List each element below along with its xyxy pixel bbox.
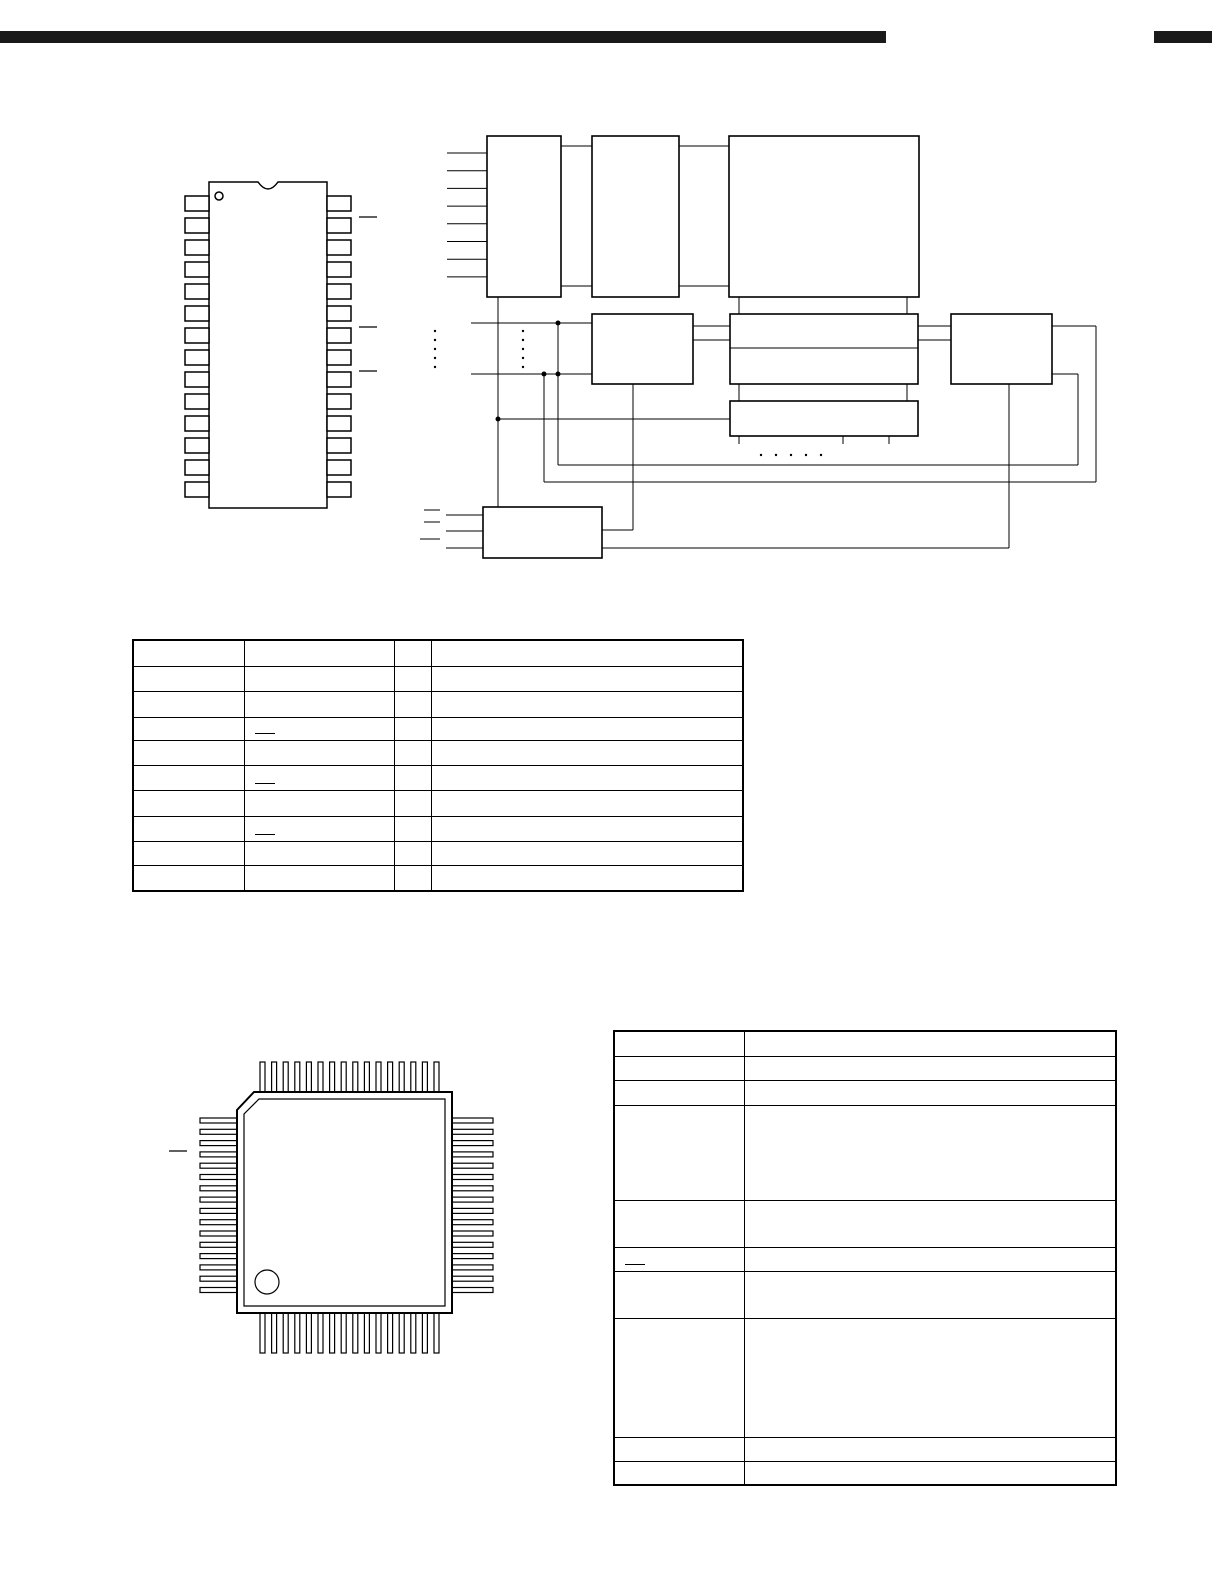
- block-col-decoder: [592, 314, 693, 384]
- qfp-pin-left: [200, 1231, 237, 1236]
- t1-cell: [244, 640, 394, 666]
- qfp-pin-top: [283, 1062, 288, 1092]
- qfp-pin-right: [452, 1118, 493, 1123]
- t1-cell: [244, 841, 394, 865]
- t1-cell: [244, 866, 394, 891]
- t2-row: [614, 1319, 1116, 1438]
- qfp-pin-top: [399, 1062, 404, 1092]
- qfp-pin-right: [452, 1175, 493, 1180]
- qfp-pin-left: [200, 1242, 237, 1247]
- control-overbars: [420, 510, 440, 539]
- overbar-mark: [625, 1264, 645, 1265]
- t1-row: [133, 692, 743, 717]
- t1-cell: [133, 692, 244, 717]
- t1-row: [133, 717, 743, 740]
- qfp-pin-bottom: [306, 1313, 311, 1353]
- qfp-pin-left: [200, 1129, 237, 1134]
- t1-row: [133, 866, 743, 891]
- t1-cell: [244, 816, 394, 841]
- dip-pin-left: [185, 262, 209, 277]
- t2-cell: [744, 1081, 1116, 1105]
- dip-pins-left: [185, 196, 209, 497]
- pin-table-1: [132, 639, 744, 892]
- t1-cell: [431, 816, 743, 841]
- dip-pin-right: [327, 394, 351, 409]
- dip-pin-right: [327, 350, 351, 365]
- dip-pin-left: [185, 328, 209, 343]
- dip-pin-left: [185, 350, 209, 365]
- block-sense-amp: [730, 314, 918, 384]
- qfp-pin-right: [452, 1231, 493, 1236]
- t1-cell: [244, 692, 394, 717]
- t2-row: [614, 1437, 1116, 1461]
- t1-cell: [133, 816, 244, 841]
- qfp-pin-right: [452, 1197, 493, 1202]
- t2-row: [614, 1031, 1116, 1056]
- qfp-pin-top: [411, 1062, 416, 1092]
- t1-cell: [133, 791, 244, 816]
- dip-pin-right: [327, 306, 351, 321]
- t2-cell: [614, 1319, 744, 1438]
- t1-row: [133, 640, 743, 666]
- qfp-pin-right: [452, 1208, 493, 1213]
- qfp-pin-bottom: [353, 1313, 358, 1353]
- qfp-pin-left: [200, 1288, 237, 1293]
- t2-cell: [614, 1248, 744, 1271]
- t2-cell: [614, 1056, 744, 1080]
- dip-pin-left: [185, 482, 209, 497]
- t1-cell: [431, 717, 743, 740]
- qfp-pin-bottom: [411, 1313, 416, 1353]
- t2-cell: [614, 1271, 744, 1319]
- qfp-pin-bottom: [330, 1313, 335, 1353]
- t1-cell: [244, 765, 394, 790]
- qfp-pin-right: [452, 1265, 493, 1270]
- block-row-buffer: [592, 136, 679, 297]
- t1-cell: [431, 866, 743, 891]
- qfp-pin-bottom: [422, 1313, 427, 1353]
- dip-overbars: [359, 217, 377, 371]
- pin-table-2: [613, 1030, 1117, 1486]
- qfp-pin-top: [306, 1062, 311, 1092]
- qfp-pin-bottom: [318, 1313, 323, 1353]
- qfp-pin1-marker: [255, 1270, 279, 1294]
- qfp-body-outer: [237, 1092, 452, 1313]
- qfp-pin-bottom: [283, 1313, 288, 1353]
- t1-cell: [133, 866, 244, 891]
- t1-cell: [133, 666, 244, 691]
- qfp-pin-right: [452, 1288, 493, 1293]
- header-bar-left: [0, 31, 886, 43]
- qfp-pin-right: [452, 1220, 493, 1225]
- t1-cell: [133, 740, 244, 765]
- t1-cell: [394, 640, 431, 666]
- qfp-pin-bottom: [341, 1313, 346, 1353]
- qfp-pin-left: [200, 1175, 237, 1180]
- qfp-pin-left: [200, 1276, 237, 1281]
- block-memory-array: [729, 136, 919, 297]
- dip-pin-left: [185, 218, 209, 233]
- dip-pin-right: [327, 328, 351, 343]
- t1-cell: [431, 740, 743, 765]
- t2-cell: [744, 1105, 1116, 1200]
- qfp-pin-left: [200, 1220, 237, 1225]
- dip-pin-left: [185, 394, 209, 409]
- t1-cell: [244, 791, 394, 816]
- qfp-pin-left: [200, 1197, 237, 1202]
- dip-body: [209, 182, 327, 508]
- qfp-pin-top: [341, 1062, 346, 1092]
- dip-pin-right: [327, 262, 351, 277]
- header-bar-right: [1154, 31, 1212, 43]
- t2-cell: [744, 1437, 1116, 1461]
- t1-cell: [244, 666, 394, 691]
- dip-pin-right: [327, 460, 351, 475]
- qfp-pin-bottom: [376, 1313, 381, 1353]
- t1-cell: [244, 717, 394, 740]
- qfp-pin-right: [452, 1163, 493, 1168]
- t2-cell: [744, 1031, 1116, 1056]
- t1-cell: [431, 666, 743, 691]
- qfp-pin-top: [376, 1062, 381, 1092]
- qfp-body-inner: [244, 1099, 445, 1306]
- qfp-pin-top: [434, 1062, 439, 1092]
- qfp-pin-top: [260, 1062, 265, 1092]
- t2-cell: [614, 1462, 744, 1485]
- pin1-marker: [215, 192, 223, 200]
- t1-cell: [431, 841, 743, 865]
- t2-cell: [614, 1031, 744, 1056]
- qfp-pin-bottom: [434, 1313, 439, 1353]
- overbar-mark: [255, 834, 275, 835]
- qfp-pin-top: [272, 1062, 277, 1092]
- t1-cell: [394, 692, 431, 717]
- qfp-pin-left: [200, 1265, 237, 1270]
- qfp-pin-right: [452, 1186, 493, 1191]
- t1-cell: [244, 740, 394, 765]
- t2-cell: [614, 1081, 744, 1105]
- qfp-pin-right: [452, 1141, 493, 1146]
- dip-pin-left: [185, 416, 209, 431]
- t1-row: [133, 740, 743, 765]
- t2-cell: [744, 1056, 1116, 1080]
- t1-row: [133, 765, 743, 790]
- dip-pin-left: [185, 306, 209, 321]
- dip-pin-right: [327, 284, 351, 299]
- t2-row: [614, 1248, 1116, 1271]
- qfp-pin-left: [200, 1186, 237, 1191]
- ellipsis-dots: [434, 330, 822, 456]
- dip-pin-right: [327, 416, 351, 431]
- dip-pin-left: [185, 438, 209, 453]
- t1-cell: [133, 640, 244, 666]
- dip-pin-left: [185, 284, 209, 299]
- overbar-mark: [255, 733, 275, 734]
- qfp-pin-left: [200, 1152, 237, 1157]
- control-input-lines: [446, 515, 483, 548]
- t1-row: [133, 791, 743, 816]
- qfp-pin-left: [200, 1254, 237, 1259]
- qfp-pin-top: [295, 1062, 300, 1092]
- block-row-decoder: [487, 136, 561, 297]
- dip-pin-right: [327, 482, 351, 497]
- dip-pin-right: [327, 240, 351, 255]
- qfp-pin-bottom: [295, 1313, 300, 1353]
- qfp-pin-bottom: [364, 1313, 369, 1353]
- qfp-pin-top: [364, 1062, 369, 1092]
- qfp-pin-right: [452, 1276, 493, 1281]
- t1-cell: [394, 841, 431, 865]
- t2-cell: [614, 1437, 744, 1461]
- dip-pin-right: [327, 218, 351, 233]
- t1-cell: [133, 765, 244, 790]
- qfp-pin-top: [318, 1062, 323, 1092]
- t1-cell: [431, 640, 743, 666]
- t1-cell: [431, 791, 743, 816]
- t2-cell: [614, 1105, 744, 1200]
- t2-cell: [744, 1200, 1116, 1248]
- t1-cell: [394, 816, 431, 841]
- qfp-pin-left: [200, 1208, 237, 1213]
- t1-cell: [394, 666, 431, 691]
- t1-row: [133, 816, 743, 841]
- t2-row: [614, 1462, 1116, 1485]
- t1-cell: [133, 841, 244, 865]
- t2-cell: [744, 1319, 1116, 1438]
- address-input-lines: [447, 153, 487, 277]
- t1-row: [133, 666, 743, 691]
- qfp-pins: [200, 1062, 493, 1353]
- qfp-pin-left: [200, 1118, 237, 1123]
- t2-row: [614, 1081, 1116, 1105]
- qfp-pin-top: [330, 1062, 335, 1092]
- t2-cell: [744, 1248, 1116, 1271]
- qfp-pin-bottom: [388, 1313, 393, 1353]
- t1-cell: [394, 717, 431, 740]
- qfp-pin-bottom: [272, 1313, 277, 1353]
- t2-row: [614, 1056, 1116, 1080]
- block-col-select: [730, 401, 918, 436]
- qfp-pin-right: [452, 1242, 493, 1247]
- t1-cell: [431, 692, 743, 717]
- t1-cell: [394, 740, 431, 765]
- qfp-pin-bottom: [399, 1313, 404, 1353]
- dip-pin-left: [185, 372, 209, 387]
- qfp-pin-left: [200, 1141, 237, 1146]
- qfp-pin-right: [452, 1254, 493, 1259]
- dip-pin-right: [327, 196, 351, 211]
- dip-pin-right: [327, 438, 351, 453]
- dip-pin-left: [185, 460, 209, 475]
- dip-pin-left: [185, 240, 209, 255]
- block-io-buffer: [951, 314, 1052, 384]
- dip-pin-left: [185, 196, 209, 211]
- qfp-pin-left: [200, 1163, 237, 1168]
- qfp-pin-top: [353, 1062, 358, 1092]
- block-control-logic: [483, 507, 602, 558]
- t1-cell: [394, 791, 431, 816]
- dip-pins-right: [327, 196, 351, 497]
- dip-ic-package: [209, 182, 327, 508]
- t1-cell: [431, 765, 743, 790]
- t2-cell: [614, 1200, 744, 1248]
- qfp-pin-top: [388, 1062, 393, 1092]
- qfp-pin-right: [452, 1152, 493, 1157]
- t1-cell: [133, 717, 244, 740]
- t2-cell: [744, 1271, 1116, 1319]
- t1-row: [133, 841, 743, 865]
- t2-row: [614, 1271, 1116, 1319]
- t2-row: [614, 1200, 1116, 1248]
- qfp-pin-top: [422, 1062, 427, 1092]
- t2-row: [614, 1105, 1116, 1200]
- overbar-mark: [255, 783, 275, 784]
- qfp-pin-bottom: [260, 1313, 265, 1353]
- t1-cell: [394, 765, 431, 790]
- dip-pin-right: [327, 372, 351, 387]
- junction-dots: [496, 321, 561, 422]
- qfp-pin-right: [452, 1129, 493, 1134]
- t1-cell: [394, 866, 431, 891]
- t2-cell: [744, 1462, 1116, 1485]
